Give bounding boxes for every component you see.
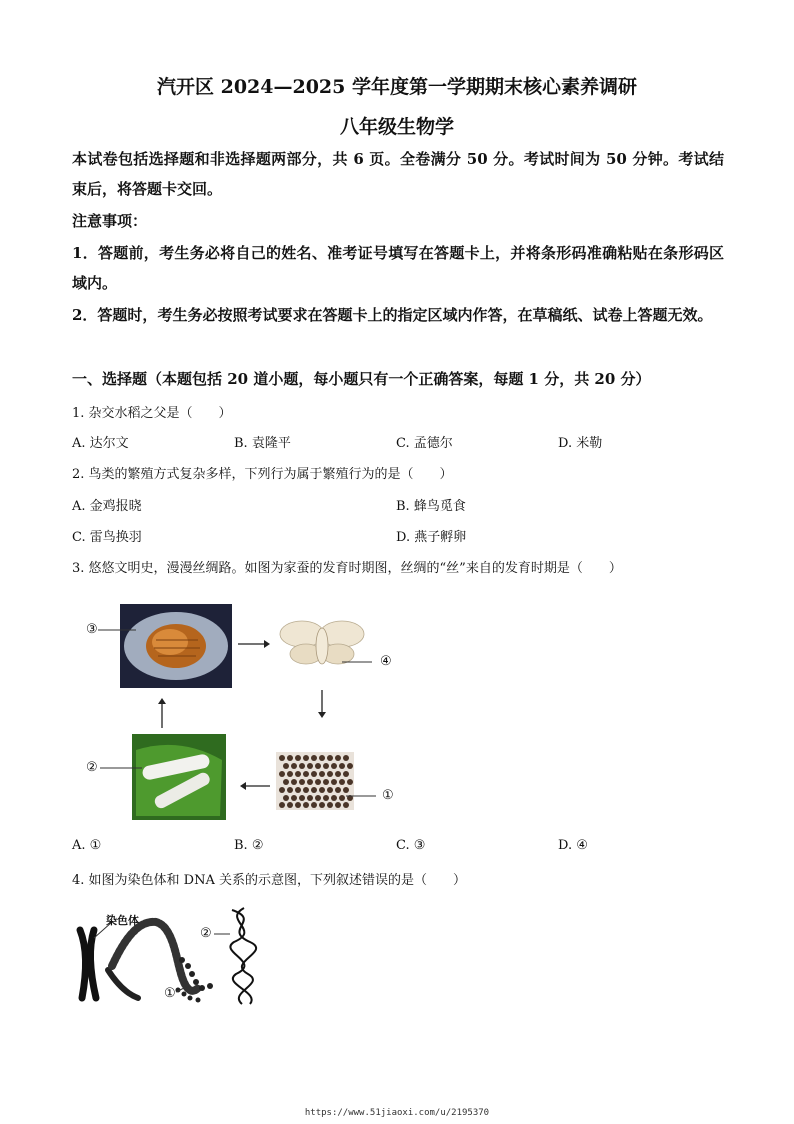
footer-url: https://www.51jiaoxi.com/u/2195370 <box>304 1108 490 1118</box>
q1-option-c: C. 孟德尔 <box>396 436 453 451</box>
section-title: 一、选择题（本题包括 20 道小题，每小题只有一个正确答案，每题 1 分，共 20 分） <box>72 370 651 388</box>
silkworm-lifecycle-figure <box>80 600 420 830</box>
q2-option-d: D. 燕子孵卵 <box>396 530 467 545</box>
notice-item-2: 2．答题时，考生务必按照考试要求在答题卡上的指定区域内作答，在草稿纸、试卷上答题无效。 <box>72 306 713 324</box>
q1-option-b: B. 袁隆平 <box>234 436 291 451</box>
q2-option-c: C. 雷鸟换羽 <box>72 530 142 545</box>
chromosome-label: 染色体 <box>106 914 139 927</box>
dna-label-1: ① <box>164 986 176 1001</box>
label-4: ④ <box>380 654 392 669</box>
moth-image <box>280 621 364 664</box>
pupa-image <box>120 604 232 688</box>
q3-option-c: C. ③ <box>396 838 426 853</box>
q3-option-a: A. ① <box>72 838 102 853</box>
question-1-stem: 1. 杂交水稻之父是（ ） <box>72 406 232 421</box>
q2-option-a: A. 金鸡报晓 <box>72 499 142 514</box>
notice-title: 注意事项： <box>72 212 148 230</box>
q2-option-b: B. 蜂鸟觅食 <box>396 499 466 514</box>
exam-title: 汽开区 2024—2025 学年度第一学期期末核心素养调研 <box>157 76 637 98</box>
larva-image <box>132 734 226 820</box>
label-2: ② <box>86 760 98 775</box>
eggs-image <box>276 752 354 810</box>
question-2-stem: 2. 鸟类的繁殖方式复杂多样，下列行为属于繁殖行为的是（ ） <box>72 467 453 482</box>
dna-label-2: ② <box>200 926 212 941</box>
q1-option-a: A. 达尔文 <box>72 436 129 451</box>
intro-text: 本试卷包括选择题和非选择题两部分，共 6 页。全卷满分 50 分。考试时间为 50 分钟。考试结束后，将答题卡交回。 <box>72 150 724 198</box>
question-4-stem: 4. 如图为染色体和 DNA 关系的示意图，下列叙述错误的是（ ） <box>72 873 466 888</box>
label-3: ③ <box>86 622 98 637</box>
question-3-stem: 3. 悠悠文明史，漫漫丝绸路。如图为家蚕的发育时期图，丝绸的“丝”来自的发育时期是（ ） <box>72 561 622 576</box>
label-1: ① <box>382 788 394 803</box>
q3-option-b: B. ② <box>234 838 264 853</box>
q3-option-d: D. ④ <box>558 838 588 853</box>
notice-item-1: 1．答题前，考生务必将自己的姓名、准考证号填写在答题卡上，并将条形码准确粘贴在条形码区域内。 <box>72 244 724 292</box>
q1-option-d: D. 米勒 <box>558 436 603 451</box>
exam-subtitle: 八年级生物学 <box>339 116 454 138</box>
